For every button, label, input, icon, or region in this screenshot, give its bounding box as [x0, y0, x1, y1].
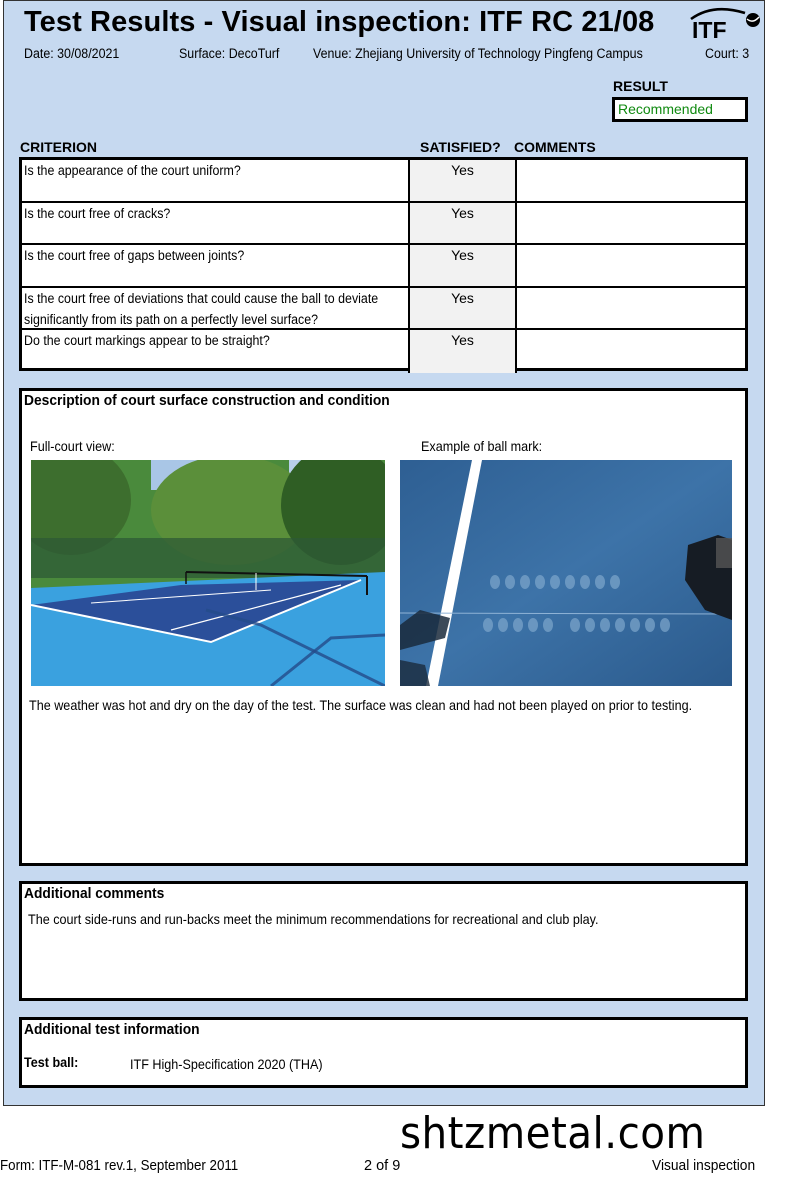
criterion-question: Do the court markings appear to be straight?: [22, 330, 410, 373]
surface-name: Surface: DecoTurf: [179, 46, 280, 61]
satisfied-cell: Yes: [410, 245, 517, 286]
comments-header: COMMENTS: [514, 139, 596, 155]
description-text: The weather was hot and dry on the day of the test. The surface was clean and had not been played on prior to testing.: [29, 697, 693, 713]
comment-cell: [517, 330, 745, 373]
photo2-caption: Example of ball mark:: [421, 438, 543, 454]
description-title: Description of court surface construction and condition: [24, 392, 390, 409]
logo-text: ITF: [692, 17, 727, 41]
comment-cell: [517, 245, 745, 286]
itf-logo-icon: [687, 5, 763, 41]
full-court-photo: [31, 460, 385, 686]
form-panel: [3, 0, 765, 1106]
satisfied-cell: Yes: [410, 288, 517, 329]
criterion-question: Is the court free of cracks?: [22, 203, 410, 244]
table-row: [22, 288, 745, 331]
criterion-question: Is the court free of deviations that could cause the ball to deviate significantly from its path on a perfectly level surface?: [22, 288, 410, 329]
satisfied-cell: Yes: [410, 203, 517, 244]
description-section: [19, 388, 748, 866]
additional-comments-section: [19, 881, 748, 1001]
footer-form-id: Form: ITF-M-081 rev.1, September 2011: [0, 1158, 239, 1174]
result-value: [612, 97, 748, 122]
comment-cell: [517, 203, 745, 244]
criterion-question: Is the appearance of the court uniform?: [22, 160, 410, 201]
watermark-text: shtzmetal.com: [400, 1108, 706, 1159]
page-title: Test Results - Visual inspection: ITF RC 21/08: [24, 6, 655, 38]
additional-info-title: Additional test information: [24, 1021, 200, 1038]
additional-info-section: [19, 1017, 748, 1088]
table-row: [22, 330, 745, 373]
venue-name: Venue: Zhejiang University of Technology Pingfeng Campus: [313, 46, 643, 61]
criterion-header: CRITERION: [20, 139, 97, 155]
test-ball-value: ITF High-Specification 2020 (THA): [130, 1056, 323, 1072]
satisfied-header: SATISFIED?: [420, 139, 501, 155]
table-row: [22, 203, 745, 246]
test-date: Date: 30/08/2021: [24, 46, 120, 61]
criteria-table: [19, 157, 748, 371]
table-row: [22, 160, 745, 203]
court-number: Court: 3: [705, 46, 750, 61]
additional-comments-text: The court side-runs and run-backs meet the minimum recommendations for recreational and club play.: [28, 911, 599, 927]
comment-cell: [517, 160, 745, 201]
criterion-question: Is the court free of gaps between joints?: [22, 245, 410, 286]
result-text: Recommended: [618, 101, 713, 117]
result-label: RESULT: [613, 78, 668, 94]
satisfied-cell: Yes: [410, 330, 517, 373]
additional-comments-title: Additional comments: [24, 885, 165, 902]
footer-section: Visual inspection: [652, 1158, 756, 1174]
ball-mark-photo: [400, 460, 732, 686]
comment-cell: [517, 288, 745, 329]
photo1-caption: Full-court view:: [30, 438, 115, 454]
satisfied-cell: Yes: [410, 160, 517, 201]
table-row: [22, 245, 745, 288]
footer-page-number: 2 of 9: [364, 1158, 401, 1174]
test-ball-label: Test ball:: [24, 1054, 79, 1070]
